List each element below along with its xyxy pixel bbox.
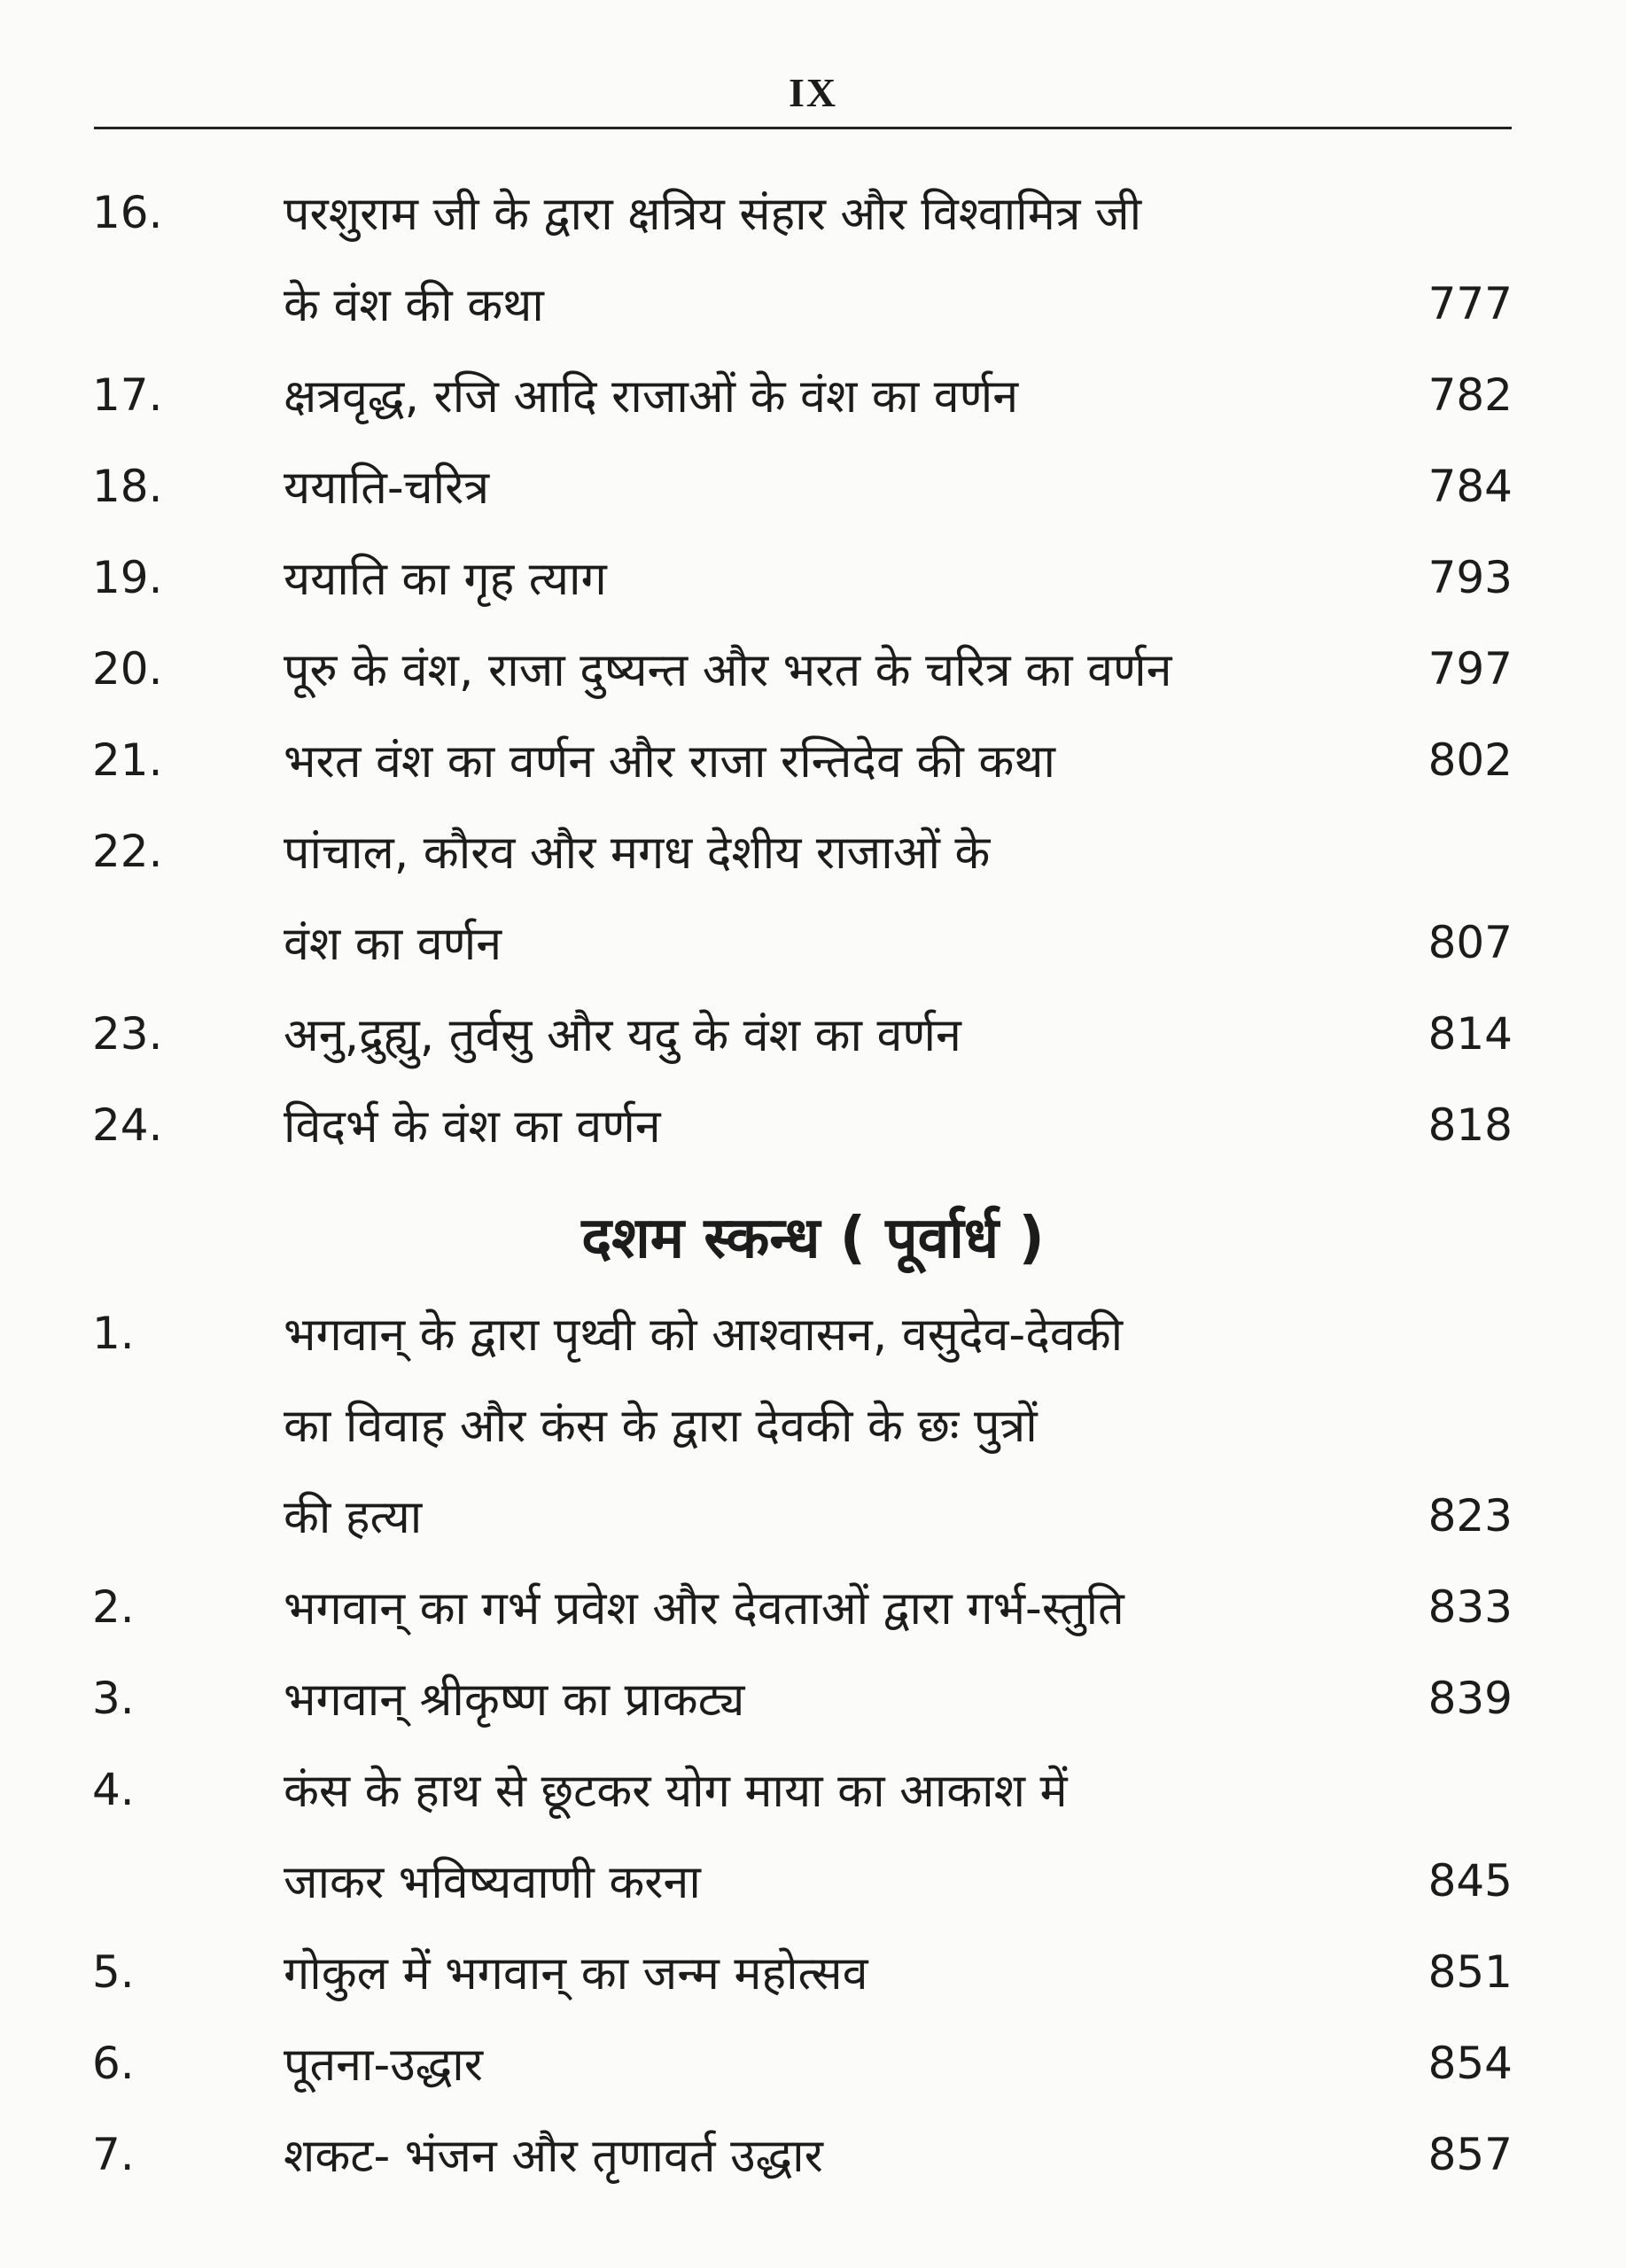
- toc-row: [0, 1654, 1626, 1743]
- entry-page-number: 807: [1428, 917, 1513, 968]
- toc-row: [0, 1928, 1626, 2016]
- entry-title: पूरु के वंश, राजा दुष्यन्त और भरत के चरित्र का वर्णन: [284, 644, 1172, 697]
- toc-row: [0, 625, 1626, 713]
- entry-title: भगवान् के द्वारा पृथ्वी को आश्वासन, वसुदेव-देवकी: [284, 1309, 1124, 1362]
- entry-title: परशुराम जी के द्वारा क्षत्रिय संहार और विश्वामित्र जी: [284, 188, 1142, 241]
- entry-page-number: 814: [1428, 1008, 1513, 1060]
- entry-number: 16.: [92, 187, 163, 238]
- entry-page-number: 782: [1428, 369, 1513, 421]
- toc-row: [0, 1081, 1626, 1169]
- toc-row: [0, 2019, 1626, 2108]
- entry-title: का विवाह और कंस के द्वारा देवकी के छः पुत्रों: [284, 1400, 1038, 1453]
- page-header: IX: [788, 70, 838, 115]
- toc-row: [0, 1745, 1626, 1834]
- toc-row: [0, 716, 1626, 804]
- toc-row: [0, 442, 1626, 531]
- entry-title: ययाति का गृह त्याग: [284, 553, 607, 606]
- entry-title: पूतना-उद्धार: [284, 2039, 484, 2092]
- entry-page-number: 857: [1428, 2129, 1513, 2180]
- entry-title: शकट- भंजन और तृणावर्त उद्धार: [284, 2130, 823, 2183]
- entry-number: 20.: [92, 643, 163, 695]
- entry-page-number: 833: [1428, 1581, 1513, 1633]
- entry-number: 18.: [92, 461, 163, 512]
- entry-page-number: 777: [1428, 278, 1513, 330]
- toc-row: [0, 351, 1626, 439]
- entry-page-number: 851: [1428, 1946, 1513, 1998]
- entry-page-number: 839: [1428, 1673, 1513, 1724]
- entry-number: 24.: [92, 1099, 163, 1151]
- entry-title: अनु,द्रुह्यु, तुर्वसु और यदु के वंश का वर्णन: [284, 1009, 961, 1062]
- toc-row: [0, 898, 1626, 987]
- entry-title: भगवान् श्रीकृष्ण का प्राकट्य: [284, 1674, 745, 1727]
- entry-number: 5.: [92, 1946, 135, 1998]
- entry-page-number: 793: [1428, 552, 1513, 603]
- entry-title: भरत वंश का वर्णन और राजा रन्तिदेव की कथा: [284, 735, 1055, 788]
- entry-title: की हत्या: [284, 1491, 423, 1544]
- section-heading: दशम स्कन्ध ( पूर्वार्ध ): [581, 1206, 1045, 1271]
- toc-row: [0, 2110, 1626, 2199]
- entry-page-number: 845: [1428, 1855, 1513, 1907]
- entry-page-number: 784: [1428, 461, 1513, 512]
- entry-number: 4.: [92, 1764, 135, 1815]
- toc-row: [0, 990, 1626, 1078]
- header-rule: [94, 127, 1512, 129]
- entry-title: कंस के हाथ से छूटकर योग माया का आकाश में: [284, 1765, 1068, 1818]
- toc-row: [0, 533, 1626, 622]
- entry-title: जाकर भविष्यवाणी करना: [284, 1856, 701, 1909]
- toc-row: [0, 807, 1626, 896]
- entry-title: के वंश की कथा: [284, 279, 544, 332]
- entry-number: 23.: [92, 1008, 163, 1060]
- entry-title: ययाति-चरित्र: [284, 462, 490, 515]
- entry-number: 22.: [92, 826, 163, 877]
- entry-page-number: 823: [1428, 1490, 1513, 1542]
- entry-number: 3.: [92, 1673, 135, 1724]
- entry-number: 1.: [92, 1308, 135, 1359]
- entry-title: पांचाल, कौरव और मगध देशीय राजाओं के: [284, 827, 991, 880]
- entry-number: 2.: [92, 1581, 135, 1633]
- entry-title: गोकुल में भगवान् का जन्म महोत्सव: [284, 1947, 868, 2000]
- toc-row: [0, 1472, 1626, 1560]
- toc-row: [0, 1837, 1626, 1925]
- entry-title: विदर्भ के वंश का वर्णन: [284, 1100, 661, 1153]
- toc-row: [0, 1380, 1626, 1469]
- entry-title: भगवान् का गर्भ प्रवेश और देवताओं द्वारा गर्भ-स्तुति: [284, 1582, 1124, 1635]
- entry-page-number: 802: [1428, 734, 1513, 786]
- entry-title: क्षत्रवृद्ध, रजि आदि राजाओं के वंश का वर्णन: [284, 370, 1019, 423]
- entry-page-number: 854: [1428, 2038, 1513, 2089]
- entry-number: 19.: [92, 552, 163, 603]
- entry-number: 21.: [92, 734, 163, 786]
- entry-number: 6.: [92, 2038, 135, 2089]
- toc-row: [0, 1289, 1626, 1378]
- toc-row: [0, 1563, 1626, 1651]
- entry-number: 17.: [92, 369, 163, 421]
- entry-page-number: 797: [1428, 643, 1513, 695]
- entry-number: 7.: [92, 2129, 135, 2180]
- entry-title: वंश का वर्णन: [284, 918, 502, 971]
- entry-page-number: 818: [1428, 1099, 1513, 1151]
- toc-row: [0, 168, 1626, 257]
- toc-row: [0, 260, 1626, 348]
